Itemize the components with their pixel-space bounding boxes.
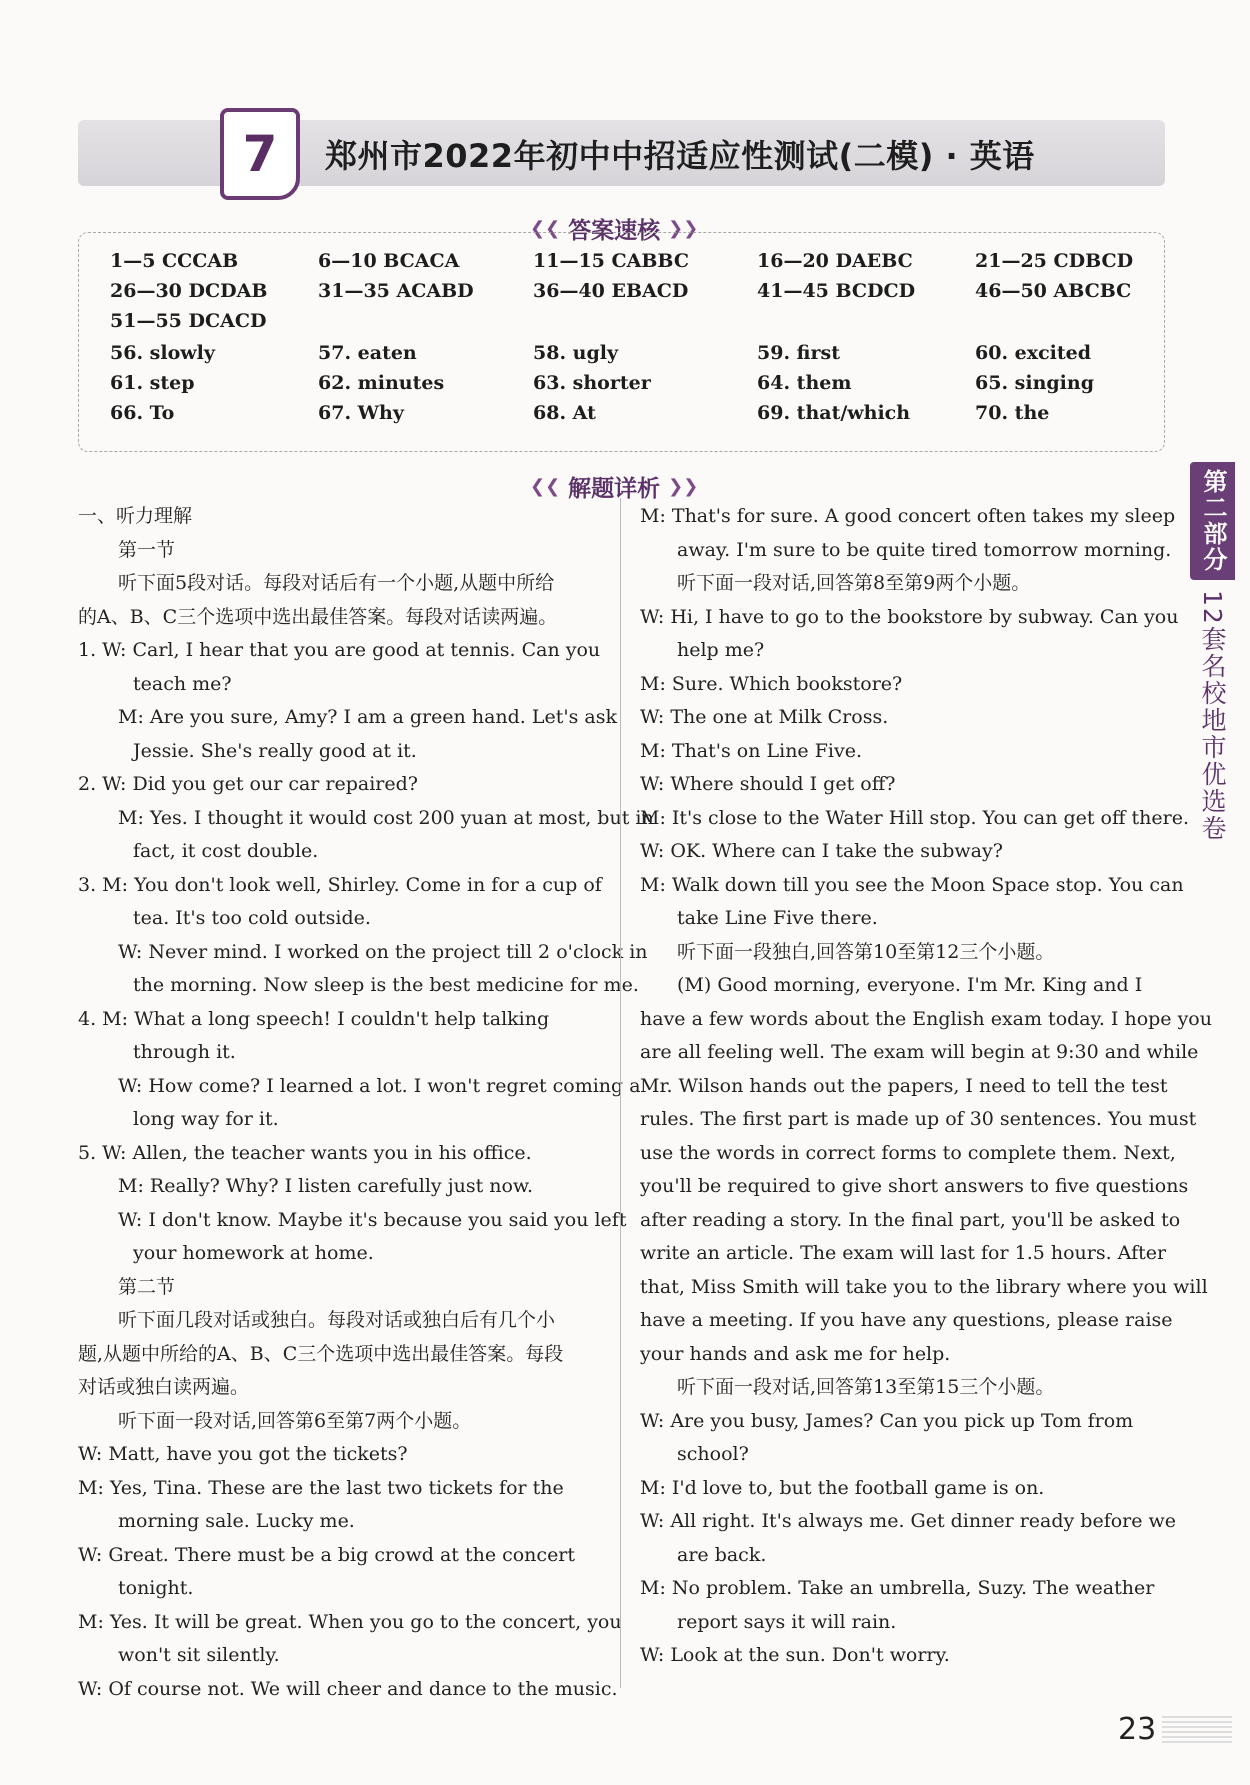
page-number: 23 bbox=[1118, 1712, 1157, 1747]
answer-item: 36—40 EBACD bbox=[533, 280, 689, 302]
right-text-line: have a meeting. If you have any questions, please raise bbox=[640, 1309, 1173, 1331]
left-text-line: teach me? bbox=[133, 672, 232, 695]
left-text-line: long way for it. bbox=[133, 1108, 279, 1130]
answer-item: 69. that/which bbox=[757, 402, 911, 424]
answer-item: 66. To bbox=[110, 402, 175, 424]
left-text-line: tonight. bbox=[118, 1577, 194, 1599]
left-text-line: 2. W: Did you get our car repaired? bbox=[78, 773, 418, 795]
right-text-line: M: Sure. Which bookstore? bbox=[640, 672, 903, 695]
right-text-line: after reading a story. In the final part, you'll be asked to bbox=[640, 1208, 1181, 1231]
right-text-line: 听下面一段对话,回答第13至第15三个小题。 bbox=[677, 1376, 1055, 1398]
double-chevron-left-icon: ❮❮ bbox=[530, 218, 561, 239]
exam-number-badge: 7 bbox=[220, 108, 300, 200]
right-text-line: use the words in correct forms to complete them. Next, bbox=[640, 1141, 1176, 1164]
left-text-line: tea. It's too cold outside. bbox=[133, 907, 371, 929]
left-text-line: through it. bbox=[133, 1041, 236, 1063]
right-text-line: school? bbox=[677, 1443, 749, 1465]
answer-item: 31—35 ACABD bbox=[318, 280, 474, 302]
left-text-line: 3. M: You don't look well, Shirley. Come in for a cup of bbox=[78, 873, 602, 896]
right-text-line: M: No problem. Take an umbrella, Suzy. The weather bbox=[640, 1577, 1155, 1599]
right-text-line: you'll be required to give short answers to five questions bbox=[640, 1175, 1189, 1197]
page-number-ornament bbox=[1162, 1716, 1232, 1744]
right-text-line: M: That's on Line Five. bbox=[640, 739, 862, 762]
answer-item: 61. step bbox=[110, 372, 195, 394]
side-tab-part: 第二部分 bbox=[1190, 462, 1235, 580]
answer-item: 60. excited bbox=[975, 342, 1092, 364]
right-text-line: W: The one at Milk Cross. bbox=[640, 706, 889, 728]
left-text-line: 第二节 bbox=[118, 1275, 176, 1298]
side-tab bbox=[1190, 462, 1235, 842]
left-text-line: M: Yes. It will be great. When you go to the concert, you bbox=[78, 1610, 622, 1633]
left-text-line: 听下面5段对话。每段对话后有一个小题,从题中所给 bbox=[118, 572, 555, 594]
answer-item: 59. first bbox=[757, 342, 840, 364]
right-text-line: help me? bbox=[677, 639, 765, 661]
answer-item: 56. slowly bbox=[110, 342, 215, 364]
double-chevron-right-icon: ❯❯ bbox=[668, 476, 699, 497]
left-text-line: 1. W: Carl, I hear that you are good at tennis. Can you bbox=[78, 639, 601, 661]
left-text-line: W: Great. There must be a big crowd at the concert bbox=[78, 1543, 576, 1566]
right-text-line: your hands and ask me for help. bbox=[640, 1342, 951, 1365]
right-text-line: M: That's for sure. A good concert often takes my sleep bbox=[640, 505, 1176, 527]
page-title: 郑州市2022年初中中招适应性测试(二模) · 英语 bbox=[325, 137, 1035, 175]
answer-item: 1—5 CCCAB bbox=[110, 250, 239, 272]
left-text-line: the morning. Now sleep is the best medicine for me. bbox=[133, 974, 639, 996]
right-text-line: 听下面一段独白,回答第10至第12三个小题。 bbox=[677, 940, 1055, 963]
double-chevron-right-icon: ❯❯ bbox=[668, 218, 699, 239]
right-text-line: have a few words about the English exam today. I hope you bbox=[640, 1007, 1212, 1030]
right-text-line: take Line Five there. bbox=[677, 907, 878, 929]
answer-item: 41—45 BCDCD bbox=[757, 280, 916, 302]
right-text-line: M: Walk down till you see the Moon Space stop. You can bbox=[640, 873, 1184, 896]
details-section-heading bbox=[530, 470, 698, 503]
answer-item: 70. the bbox=[975, 402, 1050, 424]
left-text-line: 对话或独白读两遍。 bbox=[78, 1376, 250, 1398]
side-tab-series: 12套名校地市优选卷 bbox=[1198, 590, 1227, 842]
left-text-line: 4. M: What a long speech! I couldn't help talking bbox=[78, 1007, 550, 1030]
right-text-line: are back. bbox=[677, 1543, 767, 1566]
double-chevron-left-icon: ❮❮ bbox=[530, 476, 561, 497]
right-column-text bbox=[640, 500, 1212, 1673]
left-text-line: W: How come? I learned a lot. I won't regret coming a bbox=[118, 1074, 641, 1097]
left-text-line: 一、听力理解 bbox=[78, 505, 193, 527]
right-text-line: report says it will rain. bbox=[677, 1610, 897, 1633]
right-text-line: W: Hi, I have to go to the bookstore by subway. Can you bbox=[640, 605, 1179, 628]
right-text-line: away. I'm sure to be quite tired tomorrow morning. bbox=[677, 538, 1172, 561]
right-text-line: write an article. The exam will last for 1.5 hours. After bbox=[640, 1242, 1167, 1264]
left-text-line: won't sit silently. bbox=[118, 1644, 280, 1666]
left-text-line: morning sale. Lucky me. bbox=[118, 1510, 355, 1532]
answer-item: 16—20 DAEBC bbox=[757, 250, 913, 272]
left-text-line: Jessie. She's really good at it. bbox=[133, 739, 417, 762]
answer-item: 58. ugly bbox=[533, 342, 619, 364]
left-text-line: M: Really? Why? I listen carefully just now. bbox=[118, 1175, 533, 1197]
answer-item: 11—15 CABBC bbox=[533, 250, 689, 272]
answer-item: 46—50 ABCBC bbox=[975, 280, 1132, 302]
right-text-line: Mr. Wilson hands out the papers, I need to tell the test bbox=[640, 1074, 1168, 1097]
left-text-line: fact, it cost double. bbox=[133, 840, 319, 862]
answer-item: 57. eaten bbox=[318, 342, 417, 364]
right-text-line: W: All right. It's always me. Get dinner ready before we bbox=[640, 1510, 1177, 1532]
answer-item: 26—30 DCDAB bbox=[110, 280, 268, 302]
left-text-line: your homework at home. bbox=[133, 1242, 374, 1264]
right-text-line: (M) Good morning, everyone. I'm Mr. King and I bbox=[677, 974, 1143, 996]
answer-item: 68. At bbox=[533, 402, 596, 424]
answer-item: 51—55 DCACD bbox=[110, 310, 267, 332]
left-column-text bbox=[78, 500, 654, 1706]
answer-item: 63. shorter bbox=[533, 372, 651, 394]
left-text-line: M: Are you sure, Amy? I am a green hand. Let's ask bbox=[118, 706, 617, 728]
left-text-line: 的A、B、C三个选项中选出最佳答案。每段对话读两遍。 bbox=[78, 605, 558, 628]
right-text-line: rules. The first part is made up of 30 sentences. You must bbox=[640, 1108, 1197, 1130]
left-text-line: 听下面一段对话,回答第6至第7两个小题。 bbox=[118, 1409, 472, 1432]
right-text-line: W: Are you busy, James? Can you pick up Tom from bbox=[640, 1409, 1134, 1432]
answers-section-label: 答案速核 bbox=[568, 218, 661, 244]
answer-item: 67. Why bbox=[318, 402, 404, 424]
left-text-line: 听下面几段对话或独白。每段对话或独白后有几个小 bbox=[118, 1309, 556, 1331]
left-text-line: W: Matt, have you got the tickets? bbox=[78, 1443, 408, 1465]
left-text-line: M: Yes. I thought it would cost 200 yuan at most, but in bbox=[118, 806, 654, 829]
right-text-line: W: Where should I get off? bbox=[640, 773, 896, 795]
left-text-line: M: Yes, Tina. These are the last two tickets for the bbox=[78, 1476, 564, 1499]
left-text-line: W: I don't know. Maybe it's because you said you left bbox=[118, 1208, 627, 1231]
left-text-line: 题,从题中所给的A、B、C三个选项中选出最佳答案。每段 bbox=[78, 1342, 564, 1365]
answer-item: 64. them bbox=[757, 372, 852, 394]
answer-item: 65. singing bbox=[975, 372, 1095, 394]
right-text-line: that, Miss Smith will take you to the library where you will bbox=[640, 1275, 1208, 1298]
right-text-line: M: It's close to the Water Hill stop. You can get off there. bbox=[640, 806, 1190, 829]
right-text-line: W: OK. Where can I take the subway? bbox=[640, 840, 1003, 862]
answer-item: 6—10 BCACA bbox=[318, 250, 460, 272]
left-text-line: 5. W: Allen, the teacher wants you in his office. bbox=[78, 1141, 532, 1164]
right-text-line: M: I'd love to, but the football game is on. bbox=[640, 1476, 1045, 1499]
right-text-line: W: Look at the sun. Don't worry. bbox=[640, 1644, 950, 1666]
right-text-line: are all feeling well. The exam will begin at 9:30 and while bbox=[640, 1041, 1199, 1063]
answer-item: 21—25 CDBCD bbox=[975, 250, 1134, 272]
left-text-line: 第一节 bbox=[118, 538, 176, 561]
details-section-label: 解题详析 bbox=[568, 476, 661, 502]
left-text-line: W: Of course not. We will cheer and dance to the music. bbox=[78, 1677, 618, 1700]
right-text-line: 听下面一段对话,回答第8至第9两个小题。 bbox=[677, 572, 1031, 594]
left-text-line: W: Never mind. I worked on the project till 2 o'clock in bbox=[118, 940, 648, 963]
column-divider bbox=[620, 498, 621, 1688]
answer-item: 62. minutes bbox=[318, 372, 445, 394]
